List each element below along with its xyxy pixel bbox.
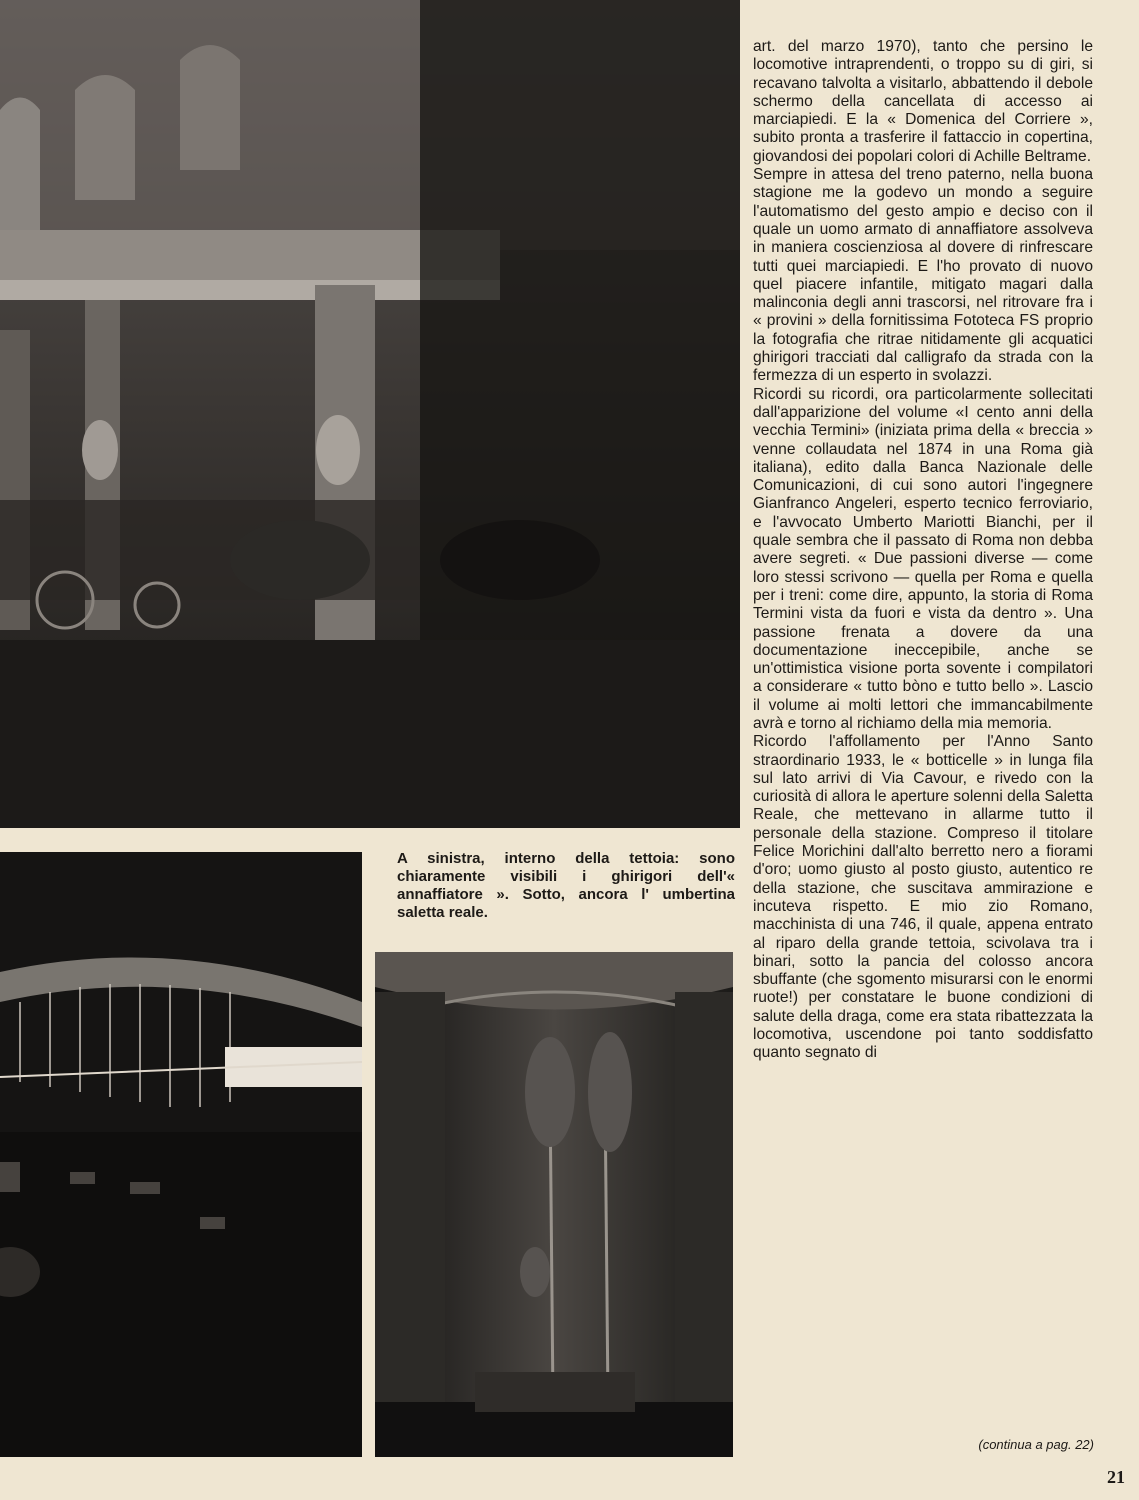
continuation-note: (continua a pag. 22) [978,1437,1094,1452]
photo-shed-interior [0,852,362,1457]
article-paragraph: Ricordi su ricordi, ora particolarmente sollecitati dall'apparizione del volume «I cento anni della vecchia Termini» (iniziata prima della « breccia » venne collaudata nel 1874 in una Roma già italiana), edito dalla Banca Nazionale delle Comunicazioni, di cui sono autori l'ingegnere Gianfranco Angeleri, esperto tecnico ferroviario, e l'avvocato Umberto Mariotti Bianchi, per il quale sembra che il passato di Roma non debba avere segreti. « Due passioni diverse — come loro stessi scrivono — quella per Roma e quella per i treni: come dire, appunto, la storia di Roma Termini vista da fuori e vista da dentro ». Una passione frenata a dovere da una documentazione ineccepibile, anche se un'ottimistica visione porta sovente i compilatori a considerare « tutto bòno e tutto bello ». Lascio il volume ai molti lettori che immancabilmente avrà e torno al richiamo della mia memoria. [753,385,1093,732]
photo-saletta-reale [375,952,733,1457]
article-paragraph: Ricordo l'affollamento per l'Anno Santo straordinario 1933, le « botticelle » in lunga fila sul lato arrivi di Via Cavour, e rivedo con la curiosità di allora le aperture solenni della Saletta Reale, che mettevano in allarme tutto il personale della stazione. Compreso il titolare Felice Morichini dall'alto berretto nero a fiorami d'oro; uomo giusto al posto giusto, autentico re della stazione, che suscitava ammirazione e incuteva rispetto. E mio zio Romano, macchinista di una 746, il quale, appena entrato al riparo della grande tettoia, scivolava tra i binari, sotto la pancia del colosso ancora sbuffante (che sgomento misurarsi con le enormi ruote!) per constatare le buone condizioni di salute della draga, come era stata ribattezzata la locomotiva, uscendone poi tanto soddisfatto quanto segnato di [753,733,1093,1062]
article-paragraph: art. del marzo 1970), tanto che persino le locomotive intraprendenti, o troppo su di giri, si recavano talvolta a visitarlo, abbattendo il debole schermo della cancellata di accesso ai marciapiedi. E la « Domenica del Corriere », subito pronta a trasferire il fattaccio in copertina, giovandosi dei popolari colori di Achille Beltrame. [753,38,1093,165]
page-number: 21 [1107,1467,1125,1487]
photo-caption: A sinistra, interno della tettoia: sono chiaramente visibili i ghirigori dell'« annaffiatore ». Sotto, ancora l' umbertina saletta reale. [397,850,735,921]
article-paragraph: Sempre in attesa del treno paterno, nella buona stagione me la godevo un mondo a seguire l'automatismo del gesto ampio e deciso con il quale un uomo armato di annaffiatore assolveva in maniera coscienziosa al dovere di rinfrescare tutti quei marciapiedi. E l'ho provato di nuovo quel piacere infantile, mitigato magari dalla malinconia degli anni trascorsi, nel ritrovare fra i « provini » della fornitissima Fototeca FS proprio la fotografia che ritrae nitidamente gli acquatici ghirigori tracciati dal calligrafo da strada con la fermezza di un esperto in svolazzi. [753,166,1093,385]
article-column [753,38,1093,1063]
photo-station-facade [0,0,740,828]
